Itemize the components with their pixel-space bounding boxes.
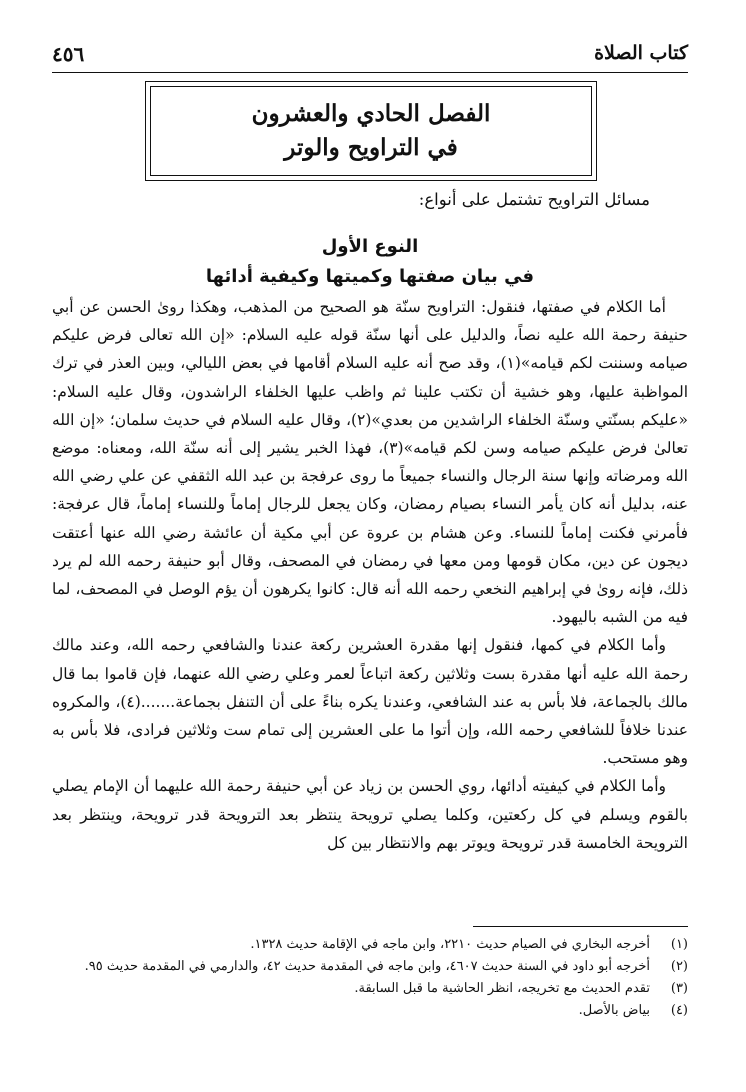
section-title: النوع الأول	[321, 236, 419, 257]
footnote-text: تقدم الحديث مع تخريجه، انظر الحاشية ما قبل السابقة.	[354, 981, 650, 996]
footnote-number: (٢)	[670, 959, 688, 974]
footnote	[52, 978, 688, 1000]
footnote-text: بياض بالأصل.	[578, 1003, 650, 1018]
chapter-title-frame	[150, 86, 592, 176]
chapter-title: الفصل الحادي والعشرون	[251, 99, 491, 127]
running-title: كتاب الصلاة	[594, 42, 688, 64]
chapter-subtitle: في التراويح والوتر	[284, 134, 458, 161]
page-number: ٤٥٦	[52, 42, 85, 66]
paragraph-manner: وأما الكلام في كيفيته أدائها، روي الحسن بن زياد عن أبي حنيفة رحمة الله عليهما أن الإمام يصلي بالقوم ويسلم في كل ركعتين، وكلما يصلي ترويحة ينتظر بعد الترويحة قدر ترويحة، وينتظر بعد الترويحة الخامسة قدر ترويحة ويوتر بهم والانتظار بين كل	[52, 777, 688, 852]
footnote	[52, 1000, 688, 1022]
footnote	[52, 956, 688, 978]
footnote-number: (٣)	[670, 981, 688, 996]
footnote-number: (٤)	[670, 1003, 688, 1018]
section-heading	[52, 232, 688, 291]
paragraph-quantity: وأما الكلام في كمها، فنقول إنها مقدرة العشرين ركعة عندنا والشافعي رحمه الله، وعند مالك رحمة الله عليه أنها مقدرة بست وثلاثين ركعة اتباعاً لعمر وعلي رضي الله عنهما، فإن قاموا بما قال مالك بالجماعة، فلا بأس به عند الشافعي، وعندنا يكره بناءً على أن التنفل بجماعة.......(٤)، والمكروه عندنا خلافاً للشافعي رحمه الله، وإن أتوا ما على العشرين إلى تمام ست وثلاثين فرادى، فلا بأس به وهو مستحب.	[52, 636, 688, 768]
chapter-title-box	[145, 81, 597, 181]
footnote-divider	[473, 926, 688, 927]
footnote	[52, 934, 688, 956]
footnotes	[52, 934, 688, 1022]
body-text	[52, 293, 688, 857]
paragraph-form: أما الكلام في صفتها، فنقول: التراويح سنّة هو الصحيح من المذهب، وهكذا روىٰ الحسن عن أبي حنيفة رحمة الله عليه نصاً، والدليل على أنها سنّة قوله عليه السلام: «إن الله تعالى فرض عليكم صيامه وسننت لكم قيامه»(١)، وقد صح أنه عليه السلام أقامها في بعض الليالي، وبين العذر في ترك المواظبة عليها، وهو خشية أن تكتب علينا ثم واظب عليها الخلفاء الراشدون، وقال عليه السلام: «عليكم بسنّتي وسنّة الخلفاء الراشدين من بعدي»(٢)، وقال عليه السلام في حديث سلمان؛ «إن الله تعالىٰ فرض عليكم صيامه وسن لكم قيامه»(٣)، فهذا الخبر يشير إلى أنه سنّة الله، ومعناه: موضع الله ومرضاته وإنها سنة الرجال والنساء جميعاً ما روى عرفجة بن عبد الله الثقفي عن علي رضي الله عنه، بدليل أنه كان يأمر النساء بصيام رمضان، وكان يجعل للرجال إماماً وللنساء إماماً، قال عرفجة: فأمرني فكنت إماماً للنساء. وعن هشام بن عروة عن أبي مكية أن عائشة رضي الله عنها أعتقت ديجون عن دين، مكان قومها ومن معها في رمضان في المصحف، وقال أبو حنيفة رحمه الله لم يرد ذلك، فإنه روىٰ في إبراهيم النخعي رحمه الله أنه قال: كانوا يكرهون أن يؤم الوصل في المصحف، لما فيه من الشبه باليهود.	[52, 298, 689, 627]
page-header	[52, 36, 688, 73]
section-subtitle: في بيان صفتها وكميتها وكيفية أدائها	[205, 265, 535, 287]
footnote-text: أخرجه البخاري في الصيام حديث ٢٢١٠، وابن ماجه في الإقامة حديث ١٣٢٨.	[250, 937, 650, 952]
intro-line: مسائل التراويح تشتمل على أنواع:	[418, 190, 650, 209]
footnote-number: (١)	[670, 937, 688, 952]
footnote-text: أخرجه أبو داود في السنة حديث ٤٦٠٧، وابن ماجه في المقدمة حديث ٤٢، والدارمي في المقدمة حديث ٩٥.	[84, 959, 650, 974]
